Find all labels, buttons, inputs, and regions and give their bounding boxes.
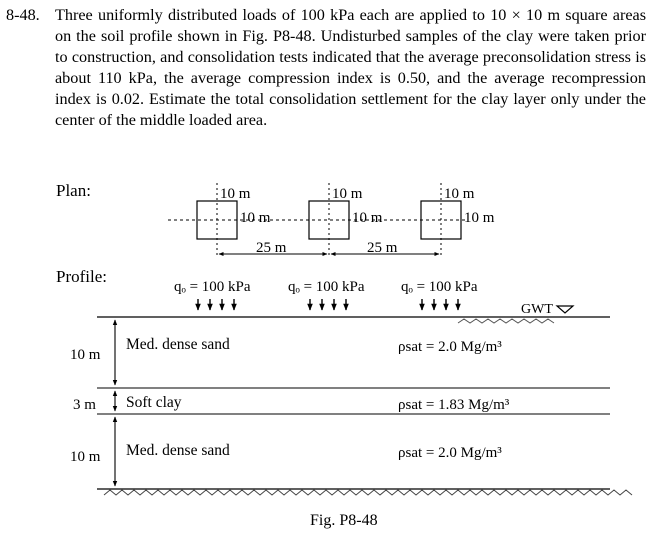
groundwater-table [458,302,590,323]
layer-3-density: ρsat = 2.0 Mg/m³ [398,445,502,461]
layer-1-name: Med. dense sand [126,336,230,353]
plan-label: Plan: [56,181,91,200]
square-top-dim: 10 m [332,186,363,202]
layer-2-density: ρsat = 1.83 Mg/m³ [398,397,510,413]
problem-number: 8-48. [6,6,40,24]
layer-1-density: ρsat = 2.0 Mg/m³ [398,339,502,355]
square-top-dim: 10 m [220,186,251,202]
bedrock-hatch-icon [104,490,632,495]
square-side-dim: 10 m [464,210,495,226]
spacing-label-2: 25 m [367,240,398,256]
layer-3-thickness: 10 m [70,449,101,465]
layer-2-thickness: 3 m [73,397,96,413]
spacing-label-1: 25 m [256,240,287,256]
problem-text: Three uniformly distributed loads of 100 kPa each are applied to 10 × 10 m square areas on the soil profile shown in Fig. P8-48. Undisturbed samples of the clay were taken prior to construction, and consolidation tests indicated that the average preconsolidation stress is about 110 kPa, the average compression index is 0.50, and the average recompression index is 0.02. Estimate the total consolidation settlement for the clay layer only under the center of the middle loaded area. [55,6,646,129]
layer-2-name: Soft clay [126,394,182,411]
square-top-dim: 10 m [444,186,475,202]
figure-caption: Fig. P8-48 [310,512,378,529]
water-table-icon [557,306,573,313]
layer-1-thickness: 10 m [70,347,101,363]
load-arrows [198,299,458,310]
square-side-dim: 10 m [240,210,271,226]
load-label-3: qₒ = 100 kPa [401,279,478,295]
profile-label: Profile: [56,267,107,286]
square-side-dim: 10 m [352,210,383,226]
layer-3-name: Med. dense sand [126,442,230,459]
load-label-2: qₒ = 100 kPa [288,279,365,295]
gwt-label: GWT [521,302,553,317]
load-label-1: qₒ = 100 kPa [174,279,251,295]
ground-hatch-icon [458,319,554,323]
